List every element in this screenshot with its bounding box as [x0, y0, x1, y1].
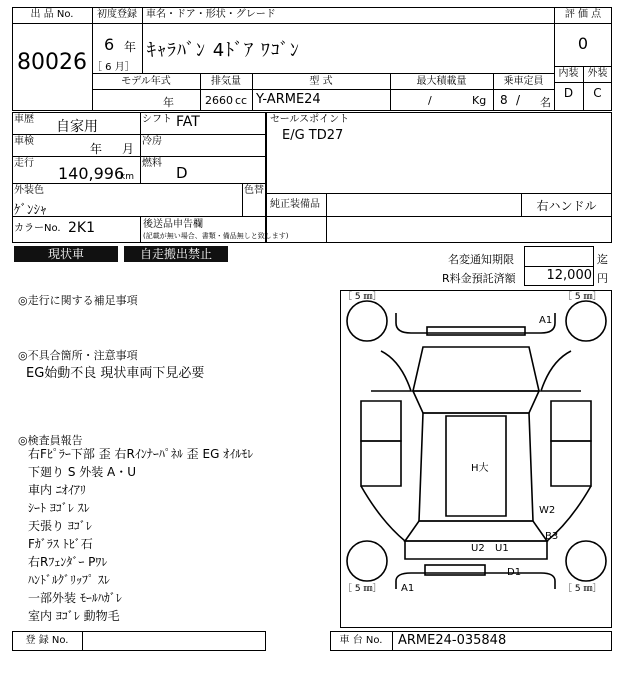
max-load-value: /: [428, 94, 432, 107]
inspector-line: ﾊﾝﾄﾞﾙｸﾞﾘｯﾌﾟ ｽﾚ: [28, 573, 110, 587]
displacement-label: 排気量: [211, 76, 241, 87]
max-load-label: 最大積載量: [416, 76, 467, 87]
history-value: 自家用: [56, 119, 98, 135]
fuel-label: 燃料: [142, 158, 162, 169]
wheel-rear-left: [347, 541, 387, 581]
model-label: 型 式: [309, 76, 333, 87]
car-diagram: [340, 290, 612, 628]
tire-bl-label: ［ 5 ㎜］: [343, 584, 382, 594]
mileage-label: 走行: [14, 158, 34, 169]
lot-label: 出 品 No.: [30, 9, 74, 20]
sales-point-label: セールスポイント: [270, 114, 350, 125]
fuel-value: D: [176, 164, 188, 182]
sales-point-value: E/G TD27: [282, 128, 344, 143]
model-year-label: モデル年式: [121, 76, 171, 87]
rear-window: [405, 521, 547, 541]
inspection-year-unit: 年: [90, 142, 103, 156]
score-value: 0: [577, 34, 589, 53]
left-front-door: [361, 401, 401, 441]
right-front-fender: [541, 351, 581, 391]
chassis-label: 車 台 No.: [339, 635, 383, 646]
mileage-value: 140,996: [58, 164, 125, 183]
mark-d1: D1: [507, 567, 522, 578]
windshield: [413, 391, 539, 413]
name-change-unit: 迄: [597, 253, 608, 266]
mark-a1-top: A1: [539, 315, 553, 326]
no-self-drive-badge: 自走搬出禁止: [124, 246, 228, 262]
model-code: Y-ARME24: [256, 92, 321, 107]
hood: [413, 347, 539, 391]
shift-label: シフト: [142, 114, 172, 125]
driving-notes-title: ◎走行に関する補足事項: [18, 294, 138, 307]
vehicle-name-label: 車名・ドア・形状・グレード: [146, 9, 276, 20]
tire-tr-label: ［ 5 ㎜］: [563, 292, 602, 302]
mark-roof: H大: [471, 463, 489, 474]
defect-notes-title: ◎不具合箇所・注意事項: [18, 349, 138, 362]
interior-grade: D: [563, 86, 574, 100]
inspection-label: 車検: [14, 136, 34, 147]
displacement-value: 2660: [205, 94, 233, 107]
defect-notes-text: EG始動不良 現状車両下見必要: [26, 366, 205, 381]
inspector-line: Fｶﾞﾗｽ ﾄﾋﾞ石: [28, 537, 93, 551]
first-reg-label: 初度登録: [97, 9, 137, 20]
right-rear-door: [551, 441, 591, 486]
mileage-unit: km: [120, 172, 134, 182]
model-year-unit: 年: [163, 96, 174, 109]
history-label: 車歴: [14, 114, 34, 125]
left-quarter: [361, 486, 405, 541]
car-diagram-svg: [341, 291, 611, 627]
mark-a1-bottom: A1: [401, 583, 415, 594]
inspection-month-unit: 月: [122, 142, 135, 156]
capacity-label: 乗車定員: [503, 76, 544, 87]
recycle-label: R料金預託済額: [442, 272, 516, 285]
inspector-line: 下廻り S 外装 A・U: [28, 465, 137, 479]
capacity-sep: /: [516, 93, 521, 107]
color-no-label: カラーNo.: [14, 223, 61, 234]
interior-label: 内装: [558, 68, 579, 79]
current-condition-badge: 現状車: [14, 246, 118, 262]
wheel-front-left: [347, 301, 387, 341]
color-no-value: 2K1: [68, 220, 95, 236]
lot-number: 80026: [17, 50, 87, 75]
docs-note: (記載が無い場合、書類・備品無しと致します): [143, 232, 289, 240]
registration-label: 登 録 No.: [25, 635, 69, 646]
mark-b3: B3: [545, 531, 559, 542]
first-reg-year-unit: 年: [124, 40, 137, 54]
color-label: 外装色: [14, 185, 44, 196]
inspector-line: 車内 ﾆｵｲｱﾘ: [28, 483, 86, 497]
tire-tl-label: ［ 5 ㎜］: [343, 292, 382, 302]
tire-br-label: ［ 5 ㎜］: [563, 584, 602, 594]
inspector-line: 一部外装 ﾓｰﾙﾊｶﾞﾚ: [28, 591, 122, 605]
displacement-unit: cc: [235, 94, 248, 107]
mark-w2: W2: [539, 505, 556, 516]
recycle-amount: 12,000: [546, 268, 592, 283]
chassis-number: ARME24-035848: [398, 633, 507, 648]
exterior-label: 外装: [587, 68, 608, 79]
mark-u2: U2: [471, 543, 485, 554]
inspector-line: 室内 ﾖｺﾞﾚ 動物毛: [28, 609, 120, 623]
first-reg-year: 6: [104, 35, 115, 54]
handle-value: 右ハンドル: [536, 199, 597, 213]
shift-value: FAT: [176, 114, 200, 130]
vehicle-name: ｷｬﾗﾊﾞﾝ 4ﾄﾞｱ ﾜｺﾞﾝ: [147, 40, 300, 61]
capacity-unit: 名: [540, 96, 551, 109]
repaint-label: 色替: [244, 185, 264, 196]
wheel-rear-right: [566, 541, 606, 581]
ac-label: 冷房: [142, 136, 162, 147]
capacity-value: 8: [500, 93, 508, 107]
inspector-line: 右Fﾋﾟﾗｰ下部 歪 右Rｲﾝﾅｰﾊﾟﾈﾙ 歪 EG ｵｲﾙﾓﾚ: [28, 447, 254, 461]
inspector-title: ◎検査員報告: [18, 434, 83, 447]
max-load-unit: Kg: [472, 94, 487, 107]
genuine-label: 純正装備品: [270, 199, 320, 210]
mark-u1: U1: [495, 543, 509, 554]
left-front-fender: [371, 351, 411, 391]
recycle-unit: 円: [597, 272, 608, 285]
inspector-line: ｼｰﾄ ﾖｺﾞﾚ ｽﾚ: [28, 501, 90, 515]
left-rear-door: [361, 441, 401, 486]
score-label: 評 価 点: [564, 9, 602, 20]
inspector-line: 右Rﾌｪﾝﾀﾞｰ Pﾜﾚ: [28, 555, 108, 569]
wheel-front-right: [566, 301, 606, 341]
docs-label: 後送品申告欄: [143, 219, 203, 230]
color-value: ｹﾞﾝｼｬ: [14, 203, 47, 218]
front-bumper: [396, 313, 555, 333]
name-change-label: 名変通知期限: [448, 253, 514, 266]
first-reg-month: ［ 6 月］: [92, 62, 135, 73]
name-change-box: [524, 246, 594, 267]
right-front-door: [551, 401, 591, 441]
exterior-grade: C: [593, 86, 602, 100]
inspector-line: 天張り ﾖｺﾞﾚ: [28, 519, 92, 533]
